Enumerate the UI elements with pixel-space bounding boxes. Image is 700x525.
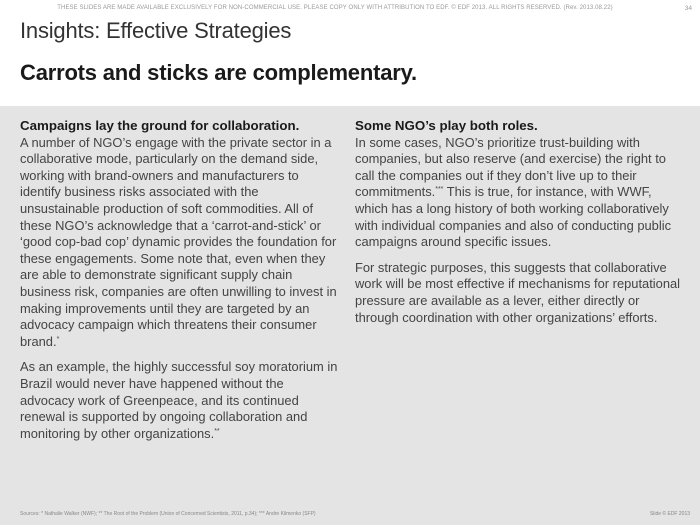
page-number: 34	[684, 5, 692, 12]
disclaimer-text: THESE SLIDES ARE MADE AVAILABLE EXCLUSIVELY FOR NON-COMMERCIAL USE. PLEASE COPY ONLY WITH ATTRIBUTION TO EDF. © EDF 2013. ALL RIGHTS RESERVED. (Rev. 2013.08.22)	[57, 5, 613, 11]
footer-sources: Sources: * Nathalie Walker (NWF); ** The Root of the Problem (Union of Concerned Scientists, 2011, p.34); *** Andre Kilmenko (SFP)	[20, 511, 316, 517]
footnote-marker: **	[214, 427, 220, 435]
right-paragraph-1-text: In some cases, NGO’s prioritize trust-building with companies, but also reserve (and exercise) the right to call the companies out if they don’t live up to their commitments.	[355, 134, 666, 200]
right-paragraph-2: For strategic purposes, this suggests that collaborative work will be most effective if mechanisms for reputational pressure are available as a lever, either directly or through coordination with other organizations’ efforts.	[355, 259, 681, 325]
left-column-heading: Campaigns lay the ground for collaboration.	[20, 118, 300, 133]
slide-headline: Carrots and sticks are complementary.	[20, 60, 417, 85]
footnote-marker: *	[56, 335, 60, 343]
left-paragraph-1	[20, 135, 340, 351]
left-paragraph-1-text: A number of NGO’s engage with the private sector in a collaborative mode, particularly on the demand side, working with brand-owners and manufacturers to identify business risks associated with the unsustainable production of soft commodities. All of these NGO’s acknowledge that a ‘carrot-and-stick’ or ‘good cop-bad cop’ dynamic provides the foundation for these engagements. Some note that, even when they are able to demonstrate significant supply chain business risk, companies are often unwilling to invest in making improvements until they are targeted by an advocacy campaign which threatens their consumer brand.	[20, 134, 337, 349]
right-column-heading: Some NGO’s play both roles.	[355, 118, 538, 133]
left-paragraph-2-text: As an example, the highly successful soy moratorium in Brazil would never have happened without the advocacy work of Greenpeace, and its continued renewal is supported by ongoing collaboration and monitoring by other organizations.	[20, 359, 338, 441]
right-column	[355, 118, 685, 335]
footer-copyright: Slide © EDF 2013	[649, 511, 690, 517]
left-paragraph-2	[20, 359, 340, 442]
footnote-marker: ***	[435, 186, 444, 194]
section-title: Insights: Effective Strategies	[20, 18, 292, 43]
slide-header-area	[0, 0, 700, 106]
left-column	[20, 118, 340, 451]
right-paragraph-1	[355, 135, 685, 251]
right-paragraph-1-continued: This is true, for instance, with WWF, which has a long history of both working collaboratively with individual companies and also of conducting public campaigns around specific issues.	[355, 184, 672, 250]
